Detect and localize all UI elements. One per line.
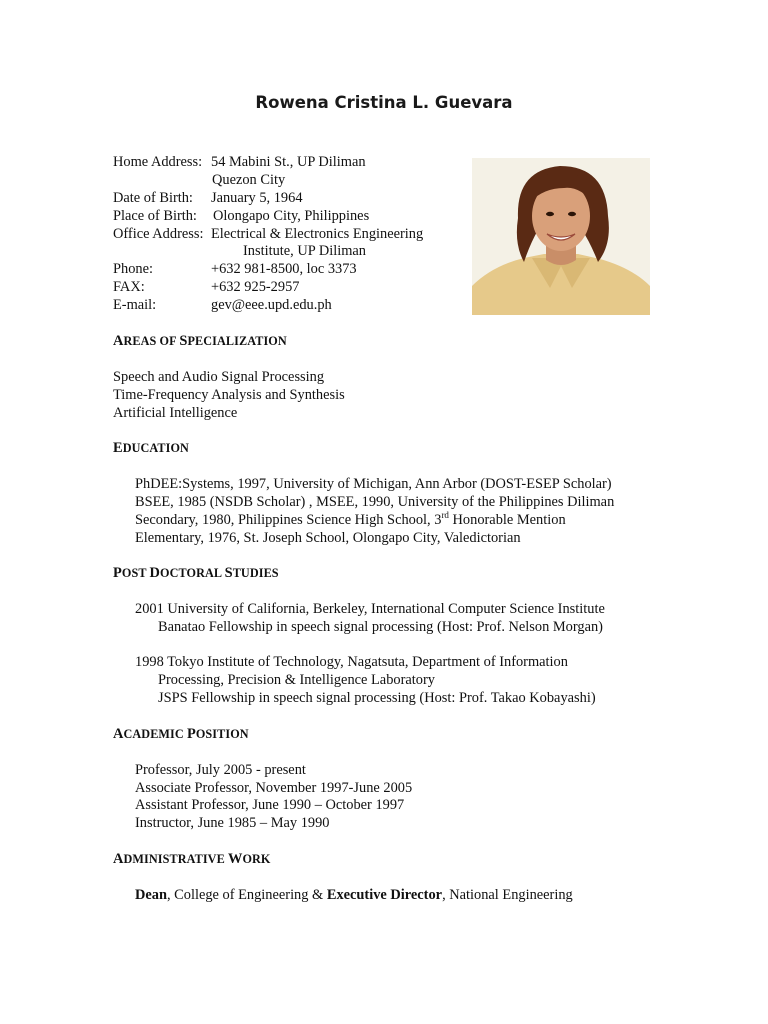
info-label: Date of Birth: [113,189,193,206]
specialization-item: Speech and Audio Signal Processing [113,369,325,385]
section-heading-specialization: AREAS OF SPECIALIZATION [113,333,287,349]
specialization-item: Time-Frequency Analysis and Synthesis [113,387,345,403]
info-value: +632 981-8500, loc 3373 [211,261,357,278]
info-label: E-mail: [113,297,157,314]
info-label: Phone: [113,261,153,278]
info-value: gev@eee.upd.edu.ph [211,297,332,314]
section-heading-admin: ADMINISTRATIVE WORK [113,851,271,867]
info-value: Olongapo City, Philippines [213,207,370,224]
info-label: Office Address: [113,225,204,242]
education-item: PhDEE:Systems, 1997, University of Michigan, Ann Arbor (DOST-ESEP Scholar) [135,476,612,492]
info-label: FAX: [113,279,145,296]
info-value: 54 Mabini St., UP Diliman [211,154,366,170]
academic-item: Professor, July 2005 - present [135,762,306,778]
info-value: Institute, UP Diliman [243,243,366,260]
academic-item: Assistant Professor, June 1990 – October 1997 [135,797,405,813]
section-heading-education: EDUCATION [113,440,189,456]
specialization-item: Artificial Intelligence [113,405,238,421]
section-heading-academic: ACADEMIC POSITION [113,726,249,742]
postdoc-item: Banatao Fellowship in speech signal processing (Host: Prof. Nelson Morgan) [158,619,603,635]
info-label: Place of Birth: [113,207,197,224]
education-item: Elementary, 1976, St. Joseph School, Olongapo City, Valedictorian [135,530,521,546]
academic-item: Associate Professor, November 1997-June 2005 [135,780,413,796]
postdoc-item: 2001 University of California, Berkeley, International Computer Science Institute [135,601,605,617]
academic-item: Instructor, June 1985 – May 1990 [135,815,330,831]
info-value: January 5, 1964 [211,189,303,206]
info-value: Quezon City [212,171,286,188]
postdoc-item: Processing, Precision & Intelligence Laboratory [158,672,435,688]
page-title: Rowena Cristina L. Guevara [255,93,513,112]
postdoc-item: JSPS Fellowship in speech signal processing (Host: Prof. Takao Kobayashi) [158,690,596,706]
education-item: BSEE, 1985 (NSDB Scholar) , MSEE, 1990, University of the Philippines Diliman [135,494,615,510]
portrait-photo [472,158,650,315]
education-item: Secondary, 1980, Philippines Science High School, 3rd Honorable Mention [135,510,566,528]
info-label: Home Address: [113,154,203,170]
section-heading-postdoc: POST DOCTORAL STUDIES [113,565,279,581]
admin-item: Dean, College of Engineering & Executive Director, National Engineering [135,887,573,903]
info-value: Electrical & Electronics Engineering [211,225,424,242]
postdoc-item: 1998 Tokyo Institute of Technology, Nagatsuta, Department of Information [135,654,568,670]
info-value: +632 925-2957 [211,279,300,296]
